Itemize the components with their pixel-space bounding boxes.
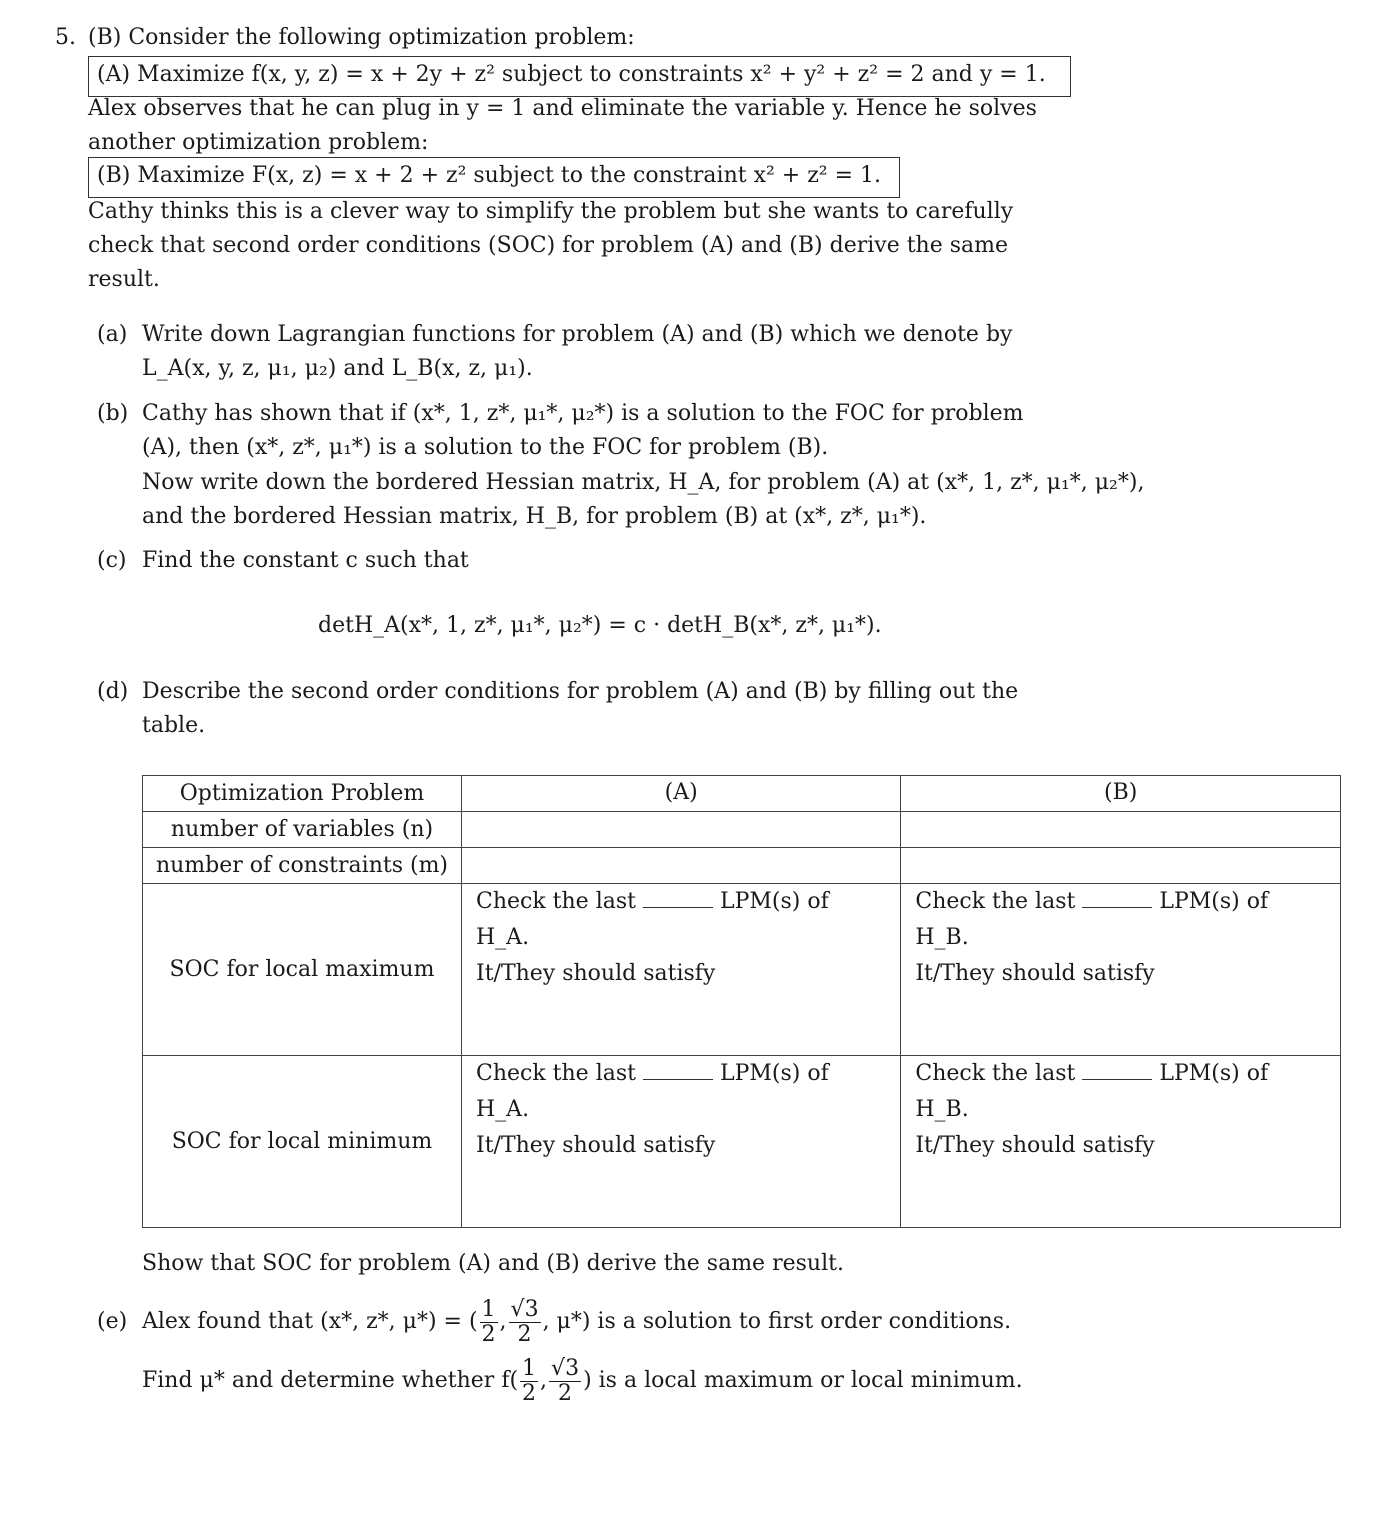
paragraph-2-line-2: check that second order conditions (SOC) for problem (A) and (B) derive the same [88,233,1009,258]
problem-a-text: (A) Maximize f(x, y, z) = x + 2y + z² subject to constraints x² + y² + z² = 2 and y = 1. [97,62,1046,87]
table-cell-m-b[interactable] [901,848,1341,884]
fraction-root3-half: $\frac{√3}{2}$ [510,1296,539,1347]
part-e-label: (e) [97,1309,128,1334]
table-row [143,1056,1341,1228]
table-row [143,776,1341,812]
table-header-a: (A) [462,776,901,812]
check-suffix: LPM(s) of H_B. [915,1061,1269,1122]
paragraph-2-line-1: Cathy thinks this is a clever way to simplify the problem but she wants to carefully [88,199,1014,224]
part-e-line-1: Alex found that (x*, z*, μ*) = ( $\frac{1}{2}$ , $\frac{√3}{2}$ , μ*) is a solution to first order conditions. [142,1296,1012,1347]
check-suffix: LPM(s) of H_A. [476,1061,829,1122]
table-label-local-min: SOC for local minimum [143,1056,462,1228]
fraction-root3-half: $\frac{√3}{2}$ [551,1355,580,1406]
table-cell-n-b[interactable] [901,812,1341,848]
answer-blank[interactable] [643,1061,713,1080]
paragraph-1-line-2: another optimization problem: [88,130,429,155]
table-header-problem: Optimization Problem [143,776,462,812]
part-c-equation: detH_A(x*, 1, z*, μ₁*, μ₂*) = c · detH_B(x*, z*, μ₁*). [318,613,882,638]
part-a-line-1: Write down Lagrangian functions for problem (A) and (B) which we denote by [142,322,1013,347]
answer-blank[interactable] [1082,889,1152,908]
part-a-line-2: L_A(x, y, z, μ₁, μ₂) and L_B(x, z, μ₁). [142,356,533,381]
part-d-line-2: table. [142,713,206,738]
table-cell-m-a[interactable] [462,848,901,884]
check-prefix: Check the last [476,889,636,914]
table-cell-min-b[interactable] [901,1056,1341,1228]
table-cell-min-a[interactable] [462,1056,901,1228]
check-prefix: Check the last [915,1061,1076,1086]
fraction-one-half: $\frac{1}{2}$ [522,1355,537,1406]
problem-intro: (B) Consider the following optimization problem: [88,25,635,50]
answer-blank[interactable] [1082,1061,1152,1080]
table-row [143,848,1341,884]
problem-number: 5. [55,25,76,50]
table-cell-max-a[interactable] [462,884,901,1056]
satisfy-text: It/They should satisfy [476,1133,716,1158]
table-row [143,884,1341,1056]
problem-b-text: (B) Maximize F(x, z) = x + 2 + z² subject to the constraint x² + z² = 1. [97,163,882,188]
satisfy-text: It/They should satisfy [915,961,1155,986]
part-c-line-1: Find the constant c such that [142,548,469,573]
part-d-line-1: Describe the second order conditions for problem (A) and (B) by filling out the [142,679,1019,704]
part-b-label: (b) [97,401,129,426]
part-d-label: (d) [97,679,129,704]
check-prefix: Check the last [476,1061,636,1086]
part-b-line-3: Now write down the bordered Hessian matrix, H_A, for problem (A) at (x*, 1, z*, μ₁*, μ₂*), [142,470,1145,495]
table-header-b: (B) [901,776,1341,812]
paragraph-2-line-3: result. [88,267,160,292]
answer-blank[interactable] [643,889,713,908]
part-c-label: (c) [97,548,127,573]
problem-a-box [88,56,1071,97]
part-e-line-2: Find μ* and determine whether f( $\frac{1}{2}$ , $\frac{√3}{2}$ ) is a local maximum or local minimum. [142,1355,1023,1406]
part-e-line-1-post: , μ*) is a solution to first order conditions. [542,1309,1012,1334]
satisfy-text: It/They should satisfy [476,961,716,986]
table-cell-max-b[interactable] [901,884,1341,1056]
part-e-line-2-pre: Find μ* and determine whether f( [142,1368,519,1393]
check-prefix: Check the last [915,889,1076,914]
check-suffix: LPM(s) of H_A. [476,889,829,950]
part-e-line-1-pre: Alex found that (x*, z*, μ*) = ( [142,1309,478,1334]
part-b-line-4: and the bordered Hessian matrix, H_B, for problem (B) at (x*, z*, μ₁*). [142,504,927,529]
table-label-local-max: SOC for local maximum [143,884,462,1056]
table-label-variables: number of variables (n) [143,812,462,848]
part-a-label: (a) [97,322,128,347]
part-b-line-1: Cathy has shown that if (x*, 1, z*, μ₁*, μ₂*) is a solution to the FOC for problem [142,401,1024,426]
fraction-one-half: $\frac{1}{2}$ [481,1296,496,1347]
soc-table [142,775,1341,1228]
show-statement: Show that SOC for problem (A) and (B) derive the same result. [142,1251,844,1276]
part-e-line-2-post: ) is a local maximum or local minimum. [583,1368,1023,1393]
satisfy-text: It/They should satisfy [915,1133,1155,1158]
table-cell-n-a[interactable] [462,812,901,848]
part-b-line-2: (A), then (x*, z*, μ₁*) is a solution to the FOC for problem (B). [142,435,829,460]
paragraph-1-line-1: Alex observes that he can plug in y = 1 and eliminate the variable y. Hence he solves [88,96,1037,121]
table-row [143,812,1341,848]
problem-b-box [88,157,900,198]
table-label-constraints: number of constraints (m) [143,848,462,884]
check-suffix: LPM(s) of H_B. [915,889,1269,950]
